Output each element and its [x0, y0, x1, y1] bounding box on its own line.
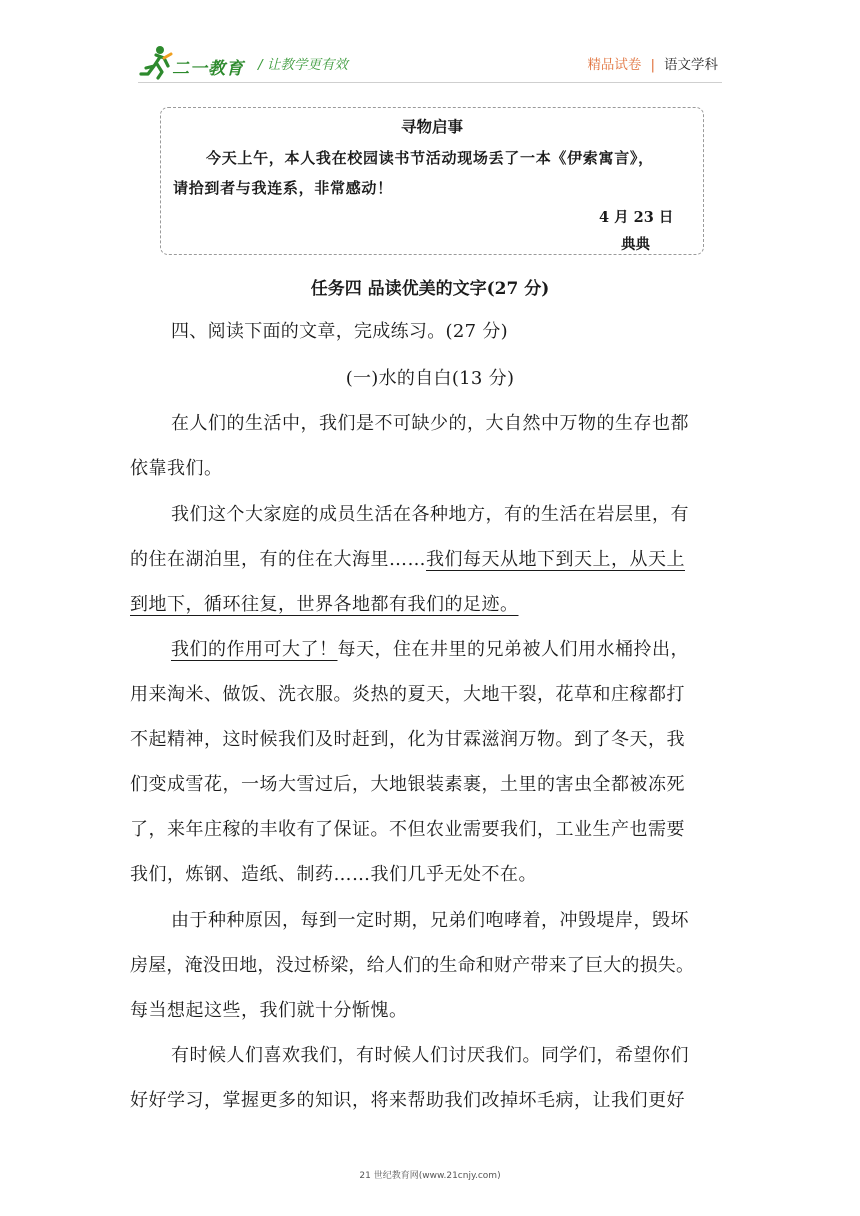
underlined-sentence: 我们的作用可大了！ — [171, 639, 338, 660]
paragraph-line: 房屋，淹没田地，没过桥梁，给人们的生命和财产带来了巨大的损失。 — [130, 955, 695, 976]
passage-title: (一)水的自白(13 分) — [345, 368, 515, 389]
paragraph-line: 依靠我们。 — [130, 458, 223, 479]
underlined-sentence: 我们每天从地下到天上，从天上 — [426, 549, 685, 570]
subject-label: 语文学科 — [664, 57, 718, 73]
paragraph-line: 每当想起这些，我们就十分惭愧。 — [130, 1000, 408, 1021]
paragraph-line: 我们，炼钢、造纸、制药……我们几乎无处不在。 — [130, 864, 537, 885]
header-labels — [587, 53, 718, 73]
notice-body-line: 请拾到者与我连系，非常感动！ — [173, 179, 393, 197]
paragraph-line — [130, 590, 519, 616]
notice-date: 4 月 23 日 — [599, 209, 674, 226]
slogan: / 让教学更有效 — [258, 57, 348, 73]
lost-item-notice — [160, 107, 704, 255]
paragraph-line: 的住在湖泊里，有的住在大海里……我们每天从地下到天上，从天上 — [130, 549, 685, 570]
paragraph-line: 我们的作用可大了！每天，住在井里的兄弟被人们用水桶拎出， — [171, 639, 689, 660]
logo-text: 二一教育 — [172, 59, 244, 79]
paragraph-line: 用来淘米、做饭、洗衣服。炎热的夏天，大地干裂，花草和庄稼都打 — [130, 684, 685, 705]
underlined-sentence: 到地下，循环往复，世界各地都有我们的足迹。 — [130, 594, 519, 615]
notice-body-line: 今天上午，本人我在校园读书节活动现场丢了一本《伊索寓言》， — [206, 149, 654, 167]
paragraph-line: 们变成雪花，一场大雪过后，大地银装素裹，土里的害虫全都被冻死 — [130, 774, 685, 795]
paragraph-line: 我们这个大家庭的成员生活在各种地方，有的生活在岩层里，有 — [171, 504, 689, 525]
page-footer: 21 世纪教育网(www.21cnjy.com) — [359, 1171, 501, 1181]
paragraph-line: 由于种种原因，每到一定时期，兄弟们咆哮着，冲毁堤岸，毁坏 — [171, 910, 689, 931]
header-separator: | — [650, 57, 655, 73]
header-divider — [138, 82, 722, 83]
paragraph-line: 在人们的生活中，我们是不可缺少的，大自然中万物的生存也都 — [171, 413, 689, 434]
task-heading: 任务四 品读优美的文字(27 分) — [310, 279, 550, 299]
premium-label: 精品试卷 — [587, 57, 642, 73]
notice-title: 寻物启事 — [400, 117, 463, 136]
paragraph-line: 好好学习，掌握更多的知识，将来帮助我们改掉坏毛病，让我们更好 — [130, 1090, 685, 1111]
paragraph-line: 了，来年庄稼的丰收有了保证。不但农业需要我们，工业生产也需要 — [130, 819, 685, 840]
notice-signature: 典典 — [621, 236, 650, 253]
page-header — [0, 0, 860, 90]
paragraph-line: 不起精神，这时候我们及时赶到，化为甘霖滋润万物。到了冬天，我 — [130, 729, 685, 750]
question-intro: 四、阅读下面的文章，完成练习。(27 分) — [171, 321, 508, 342]
site-logo[interactable] — [138, 44, 248, 84]
paragraph-line: 有时候人们喜欢我们，有时候人们讨厌我们。同学们，希望你们 — [171, 1045, 689, 1066]
